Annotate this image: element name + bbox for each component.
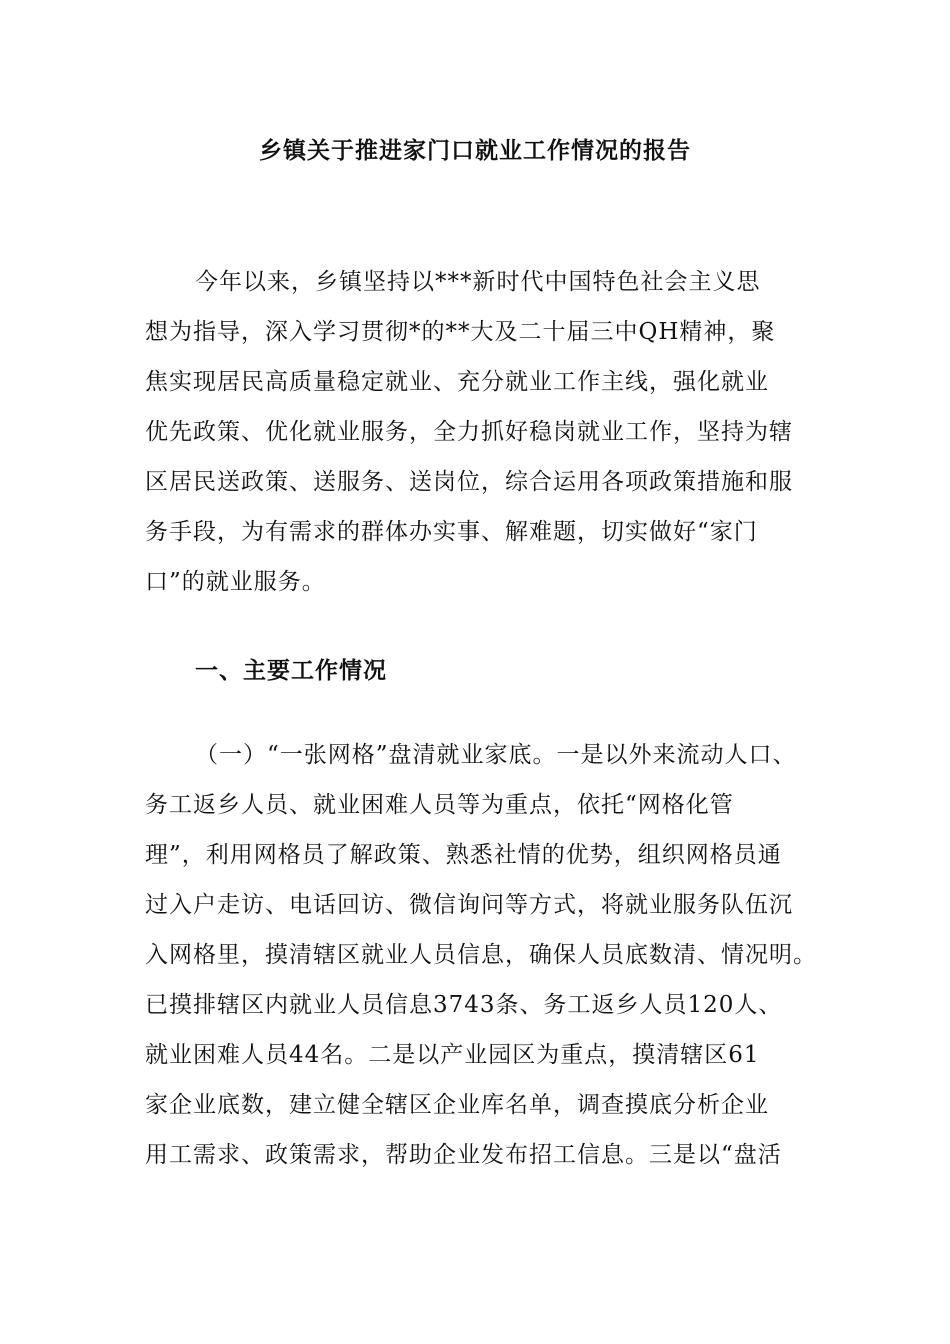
section1-paragraph — [145, 730, 825, 1180]
paragraph-line: 今年以来，乡镇坚持以***新时代中国特色社会主义思 — [195, 269, 761, 295]
paragraph-line: 口”的就业服务。 — [145, 569, 326, 595]
paragraph-line: 优先政策、优化就业服务，全力抓好稳岗就业工作，坚持为辖 — [145, 419, 793, 445]
paragraph-line: 区居民送政策、送服务、送岗位，综合运用各项政策措施和服 — [145, 469, 793, 495]
paragraph-line: 家企业底数，建立健全辖区企业库名单，调查摸底分析企业 — [145, 1092, 769, 1118]
paragraph-line: 务工返乡人员、就业困难人员等为重点，依托“网格化管 — [145, 792, 734, 818]
paragraph-line: 入网格里，摸清辖区就业人员信息，确保人员底数清、情况明。 — [145, 942, 817, 968]
paragraph-line: 务手段，为有需求的群体办实事、解难题，切实做好“家门 — [145, 519, 758, 545]
section-heading: 一、主要工作情况 — [195, 657, 387, 684]
document-title: 乡镇关于推进家门口就业工作情况的报告 — [259, 137, 691, 164]
paragraph-line: 用工需求、政策需求，帮助企业发布招工信息。三是以“盘活 — [145, 1142, 782, 1168]
paragraph-line: 已摸排辖区内就业人员信息3743条、务工返乡人员120人、 — [145, 992, 783, 1018]
paragraph-line: 就业困难人员44名。二是以产业园区为重点，摸清辖区61 — [145, 1042, 760, 1068]
paragraph-line: 焦实现居民高质量稳定就业、充分就业工作主线，强化就业 — [145, 369, 769, 395]
intro-paragraph — [145, 257, 825, 607]
paragraph-line: （一）“一张网格”盘清就业家底。一是以外来流动人口、 — [195, 742, 797, 768]
paragraph-line: 想为指导，深入学习贯彻*的**大及二十届三中QH精神，聚 — [145, 319, 776, 345]
paragraph-line: 理”，利用网格员了解政策、熟悉社情的优势，组织网格员通 — [145, 842, 782, 868]
paragraph-line: 过入户走访、电话回访、微信询问等方式，将就业服务队伍沉 — [145, 892, 793, 918]
